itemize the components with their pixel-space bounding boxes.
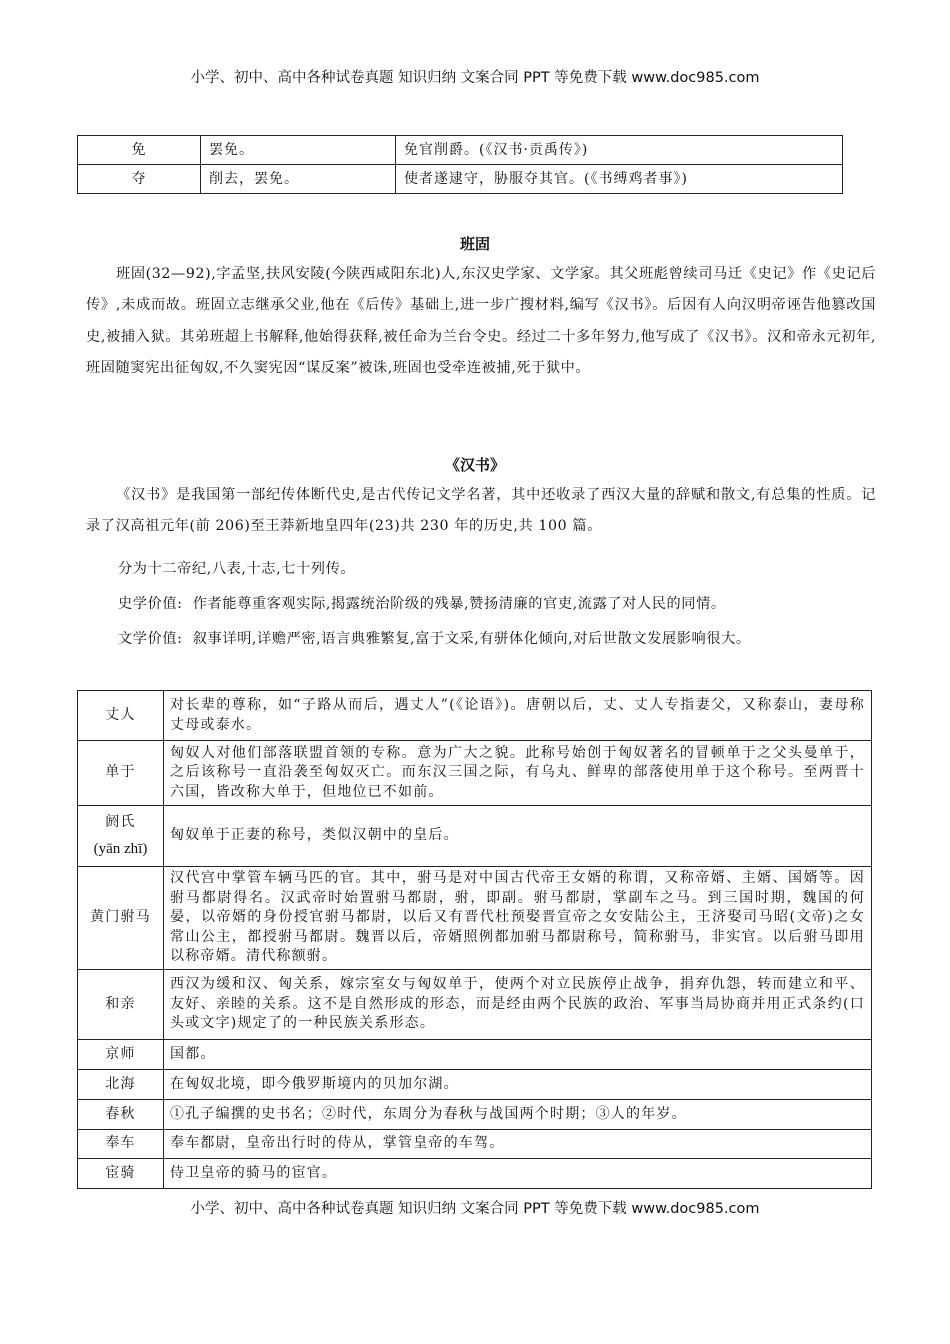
word-cell: 夺	[78, 165, 201, 194]
table-row	[78, 1040, 872, 1070]
term-cell: 春秋	[78, 1100, 164, 1130]
footer-watermark: 小学、初中、高中各种试卷真题 知识归纳 文案合同 PPT 等免费下载 www.doc985.com	[190, 1201, 760, 1217]
definition-cell: 奉车都尉，皇帝出行时的侍从，掌管皇帝的车驾。	[164, 1130, 872, 1159]
term-cell: 奉车	[78, 1130, 164, 1159]
table-row	[78, 867, 872, 970]
literary-value	[118, 628, 751, 648]
table-row	[78, 1130, 872, 1159]
han-shu-paragraph	[86, 480, 876, 543]
table-row	[78, 1100, 872, 1130]
terms-table	[77, 690, 872, 1189]
definition-cell: 西汉为缓和汉、匈关系，嫁宗室女与匈奴单于，使两个对立民族停止战争，捐弃仇怨，转而建立和平、友好、亲睦的关系。这不是自然形成的形态，而是经由两个民族的政治、军事当局协商并用正式条约(口头或文字)规定了的一种民族关系形态。	[164, 970, 872, 1040]
term-cell	[78, 806, 164, 867]
definition-cell: 对长辈的尊称，如“子路从而后，遇丈人”(《论语》)。唐朝以后，丈、丈人专指妻父，又称泰山，妻母称丈母或泰水。	[164, 691, 872, 741]
vocabulary-table	[77, 135, 843, 194]
table-row	[78, 1070, 872, 1100]
section-title-han-shu: 《汉书》	[444, 456, 505, 474]
term-cell: 宦骑	[78, 1159, 164, 1189]
term-cell: 京师	[78, 1040, 164, 1070]
term-cell: 北海	[78, 1070, 164, 1100]
ban-gu-paragraph	[86, 259, 876, 384]
table-row	[78, 1159, 872, 1189]
historical-value	[118, 593, 726, 613]
literary-value-label: 文学价值:	[118, 631, 183, 647]
definition-cell: 国都。	[164, 1040, 872, 1070]
word-cell: 免	[78, 136, 201, 165]
table-row	[78, 806, 872, 867]
table-row	[78, 136, 843, 165]
definition-cell: 匈奴人对他们部落联盟首领的专称。意为广大之貌。此称号始创于匈奴著名的冒顿单于之父头曼单于，之后该称号一直沿袭至匈奴灭亡。而东汉三国之际，有乌丸、鲜卑的部落使用单于这个称号。至两晋十六国，皆改称大单于，但地位已不如前。	[164, 741, 872, 806]
term-pinyin: (yān zhī)	[93, 841, 148, 857]
term-cell: 丈人	[78, 691, 164, 741]
term-cell: 黄门驸马	[78, 867, 164, 970]
meaning-cell: 削去，罢免。	[201, 165, 396, 194]
table-row	[78, 691, 872, 741]
example-cell: 免官削爵。(《汉书·贡禹传》)	[396, 136, 843, 165]
table-row	[78, 970, 872, 1040]
table-row	[78, 165, 843, 194]
historical-value-label: 史学价值:	[118, 596, 183, 612]
table-row	[78, 741, 872, 806]
han-shu-text: 《汉书》是我国第一部纪传体断代史,是古代传记文学名著，其中还收录了西汉大量的辞赋和散文,有总集的性质。记录了汉高祖元年(前 206)至王莽新地皇四年(23)共 230 年的历史,共 100 篇。	[86, 487, 876, 535]
literary-value-text: 叙事详明,详赡严密,语言典雅繁复,富于文采,有骈体化倾向,对后世散文发展影响很大。	[192, 631, 751, 647]
ban-gu-text: 班固(32—92),字孟坚,扶风安陵(今陕西咸阳东北)人,东汉史学家、文学家。其父班彪曾续司马迁《史记》作《史记后传》,未成而故。班固立志继承父业,他在《后传》基础上,进一步广搜材料,编写《汉书》。后因有人向汉明帝诬告他篡改国史,被捕入狱。其弟班超上书解释,他始得获释,被任命为兰台令史。经过二十多年努力,他写成了《汉书》。汉和帝永元初年,班固随窦宪出征匈奴,不久窦宪因“谋反案”被诛,班固也受牵连被捕,死于狱中。	[86, 266, 876, 376]
term-text: 阏氏	[105, 813, 136, 830]
term-cell: 和亲	[78, 970, 164, 1040]
definition-cell: 汉代宫中掌管车辆马匹的官。其中，驸马是对中国古代帝王女婿的称谓，又称帝婿、主婿、国婿等。因驸马都尉得名。汉武帝时始置驸马都尉，驸，即副。驸马都尉，掌副车之马。到三国时期，魏国的何晏，以帝婿的身份授官驸马都尉，以后又有晋代杜预娶晋宣帝之女安陆公主，王济娶司马昭(文帝)之女常山公主，都授驸马都尉。魏晋以后，帝婿照例都加驸马都尉称号，简称驸马，非实官。以后驸马即用以称帝婿。清代称额驸。	[164, 867, 872, 970]
section-title-ban-gu: 班固	[459, 235, 490, 253]
definition-cell: 侍卫皇帝的骑马的宦官。	[164, 1159, 872, 1189]
historical-value-text: 作者能尊重客观实际,揭露统治阶级的残暴,赞扬清廉的官吏,流露了对人民的同情。	[192, 596, 726, 612]
han-shu-structure: 分为十二帝纪,八表,十志,七十列传。	[118, 561, 356, 577]
term-cell: 单于	[78, 741, 164, 806]
definition-cell: 匈奴单于正妻的称号，类似汉朝中的皇后。	[164, 806, 872, 867]
definition-cell: ①孔子编撰的史书名；②时代，东周分为春秋与战国两个时期；③人的年岁。	[164, 1100, 872, 1130]
header-watermark: 小学、初中、高中各种试卷真题 知识归纳 文案合同 PPT 等免费下载 www.doc985.com	[190, 70, 760, 86]
meaning-cell: 罢免。	[201, 136, 396, 165]
definition-cell: 在匈奴北境，即今俄罗斯境内的贝加尔湖。	[164, 1070, 872, 1100]
example-cell: 使者遂逮守，胁服夺其官。(《书缚鸡者事》)	[396, 165, 843, 194]
